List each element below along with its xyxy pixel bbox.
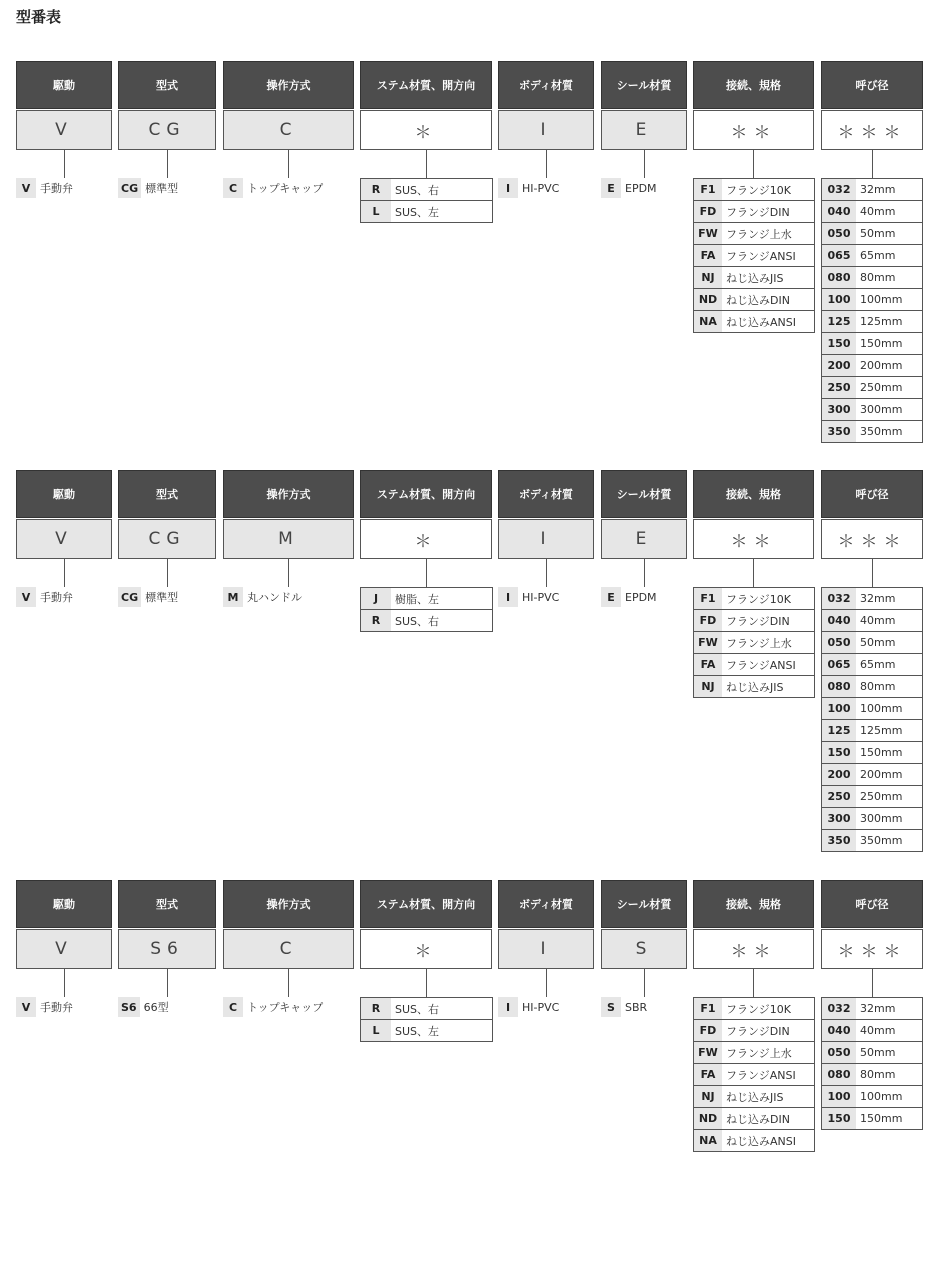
connection-option-row (694, 1064, 814, 1086)
option-label: 350mm (860, 834, 903, 847)
option-label: 樹脂、左 (395, 592, 439, 606)
connection-option-row (694, 1130, 814, 1152)
option-code: I (498, 178, 518, 198)
option-label: ねじ込みJIS (726, 680, 784, 694)
option-label: SUS、右 (395, 1002, 440, 1016)
option-code: 100 (822, 289, 856, 310)
connector-line (753, 969, 754, 997)
connection-option-row (694, 289, 814, 311)
size-option-row (822, 698, 922, 720)
column-header-size: 呼び径 (821, 880, 923, 928)
option-code: CG (118, 178, 141, 198)
option-code: V (16, 178, 36, 198)
size-option-row (822, 588, 922, 610)
option-label: SUS、左 (395, 1024, 440, 1038)
connection-option-row (694, 632, 814, 654)
connection-option-row (694, 267, 814, 289)
body-option (498, 587, 559, 607)
option-label: 標準型 (145, 182, 179, 195)
size-option-row (822, 245, 922, 267)
option-label: フランジ10K (726, 592, 791, 606)
stem-options-list (360, 997, 493, 1042)
option-code: 032 (822, 588, 856, 609)
code-cell-stem: ＊ (360, 110, 492, 150)
option-code: C (223, 178, 243, 198)
option-label: 250mm (860, 790, 903, 803)
option-label: SBR (625, 1000, 648, 1014)
option-code: FA (694, 245, 722, 266)
drive-option (16, 178, 73, 198)
body-option (498, 997, 559, 1017)
model-code-block (0, 470, 936, 870)
code-cell-size: ＊＊＊ (821, 929, 923, 969)
connection-options-list (693, 997, 815, 1152)
option-label: 40mm (860, 614, 896, 627)
size-option-row (822, 720, 922, 742)
option-code: 065 (822, 654, 856, 675)
option-label: 50mm (860, 1046, 896, 1059)
size-option-row (822, 676, 922, 698)
size-option-row (822, 179, 922, 201)
option-code: ND (694, 289, 722, 310)
connection-option-row (694, 311, 814, 333)
option-code: FW (694, 223, 722, 244)
seal-option (601, 178, 657, 198)
option-label: EPDM (625, 590, 657, 604)
option-label: 手動弁 (40, 182, 73, 195)
option-label: 50mm (860, 636, 896, 649)
option-code: V (16, 997, 36, 1017)
option-label: ねじ込みJIS (726, 271, 784, 285)
code-cell-connection: ＊＊ (693, 110, 814, 150)
column-header-body: ボディ材質 (498, 470, 594, 518)
option-code: 250 (822, 377, 856, 398)
option-label: 標準型 (145, 591, 179, 604)
code-cell-body: I (498, 929, 594, 969)
size-option-row (822, 1020, 922, 1042)
connector-line (167, 969, 168, 997)
stem-option-row (361, 201, 492, 223)
option-code: FW (694, 632, 722, 653)
connection-options-list (693, 178, 815, 333)
connection-option-row (694, 223, 814, 245)
option-code: 150 (822, 1108, 856, 1129)
operation-option (223, 178, 323, 198)
option-label: 手動弁 (40, 1001, 73, 1014)
option-code: NA (694, 1130, 722, 1151)
connection-options-list (693, 587, 815, 698)
option-code: 032 (822, 179, 856, 200)
option-label: HI-PVC (522, 590, 560, 604)
stem-option-row (361, 610, 492, 632)
code-cell-drive: V (16, 519, 112, 559)
connection-option-row (694, 245, 814, 267)
option-label: 100mm (860, 293, 903, 306)
connector-line (288, 969, 289, 997)
drive-option (16, 997, 73, 1017)
column-header-drive: 駆動 (16, 61, 112, 109)
code-cell-size: ＊＊＊ (821, 519, 923, 559)
option-label: SUS、左 (395, 205, 440, 219)
option-label: 150mm (860, 746, 903, 759)
connector-line (167, 150, 168, 178)
size-option-row (822, 808, 922, 830)
option-code: FD (694, 610, 722, 631)
connector-line (426, 969, 427, 997)
option-code: 200 (822, 355, 856, 376)
size-option-row (822, 223, 922, 245)
option-code: 065 (822, 245, 856, 266)
option-code: 100 (822, 1086, 856, 1107)
size-option-row (822, 1064, 922, 1086)
column-header-type: 型式 (118, 470, 216, 518)
stem-option-row (361, 588, 492, 610)
column-header-seal: シール材質 (601, 880, 687, 928)
size-option-row (822, 421, 922, 443)
option-code: 050 (822, 223, 856, 244)
option-code: L (361, 201, 391, 222)
option-code: E (601, 587, 621, 607)
code-cell-seal: S (601, 929, 687, 969)
size-option-row (822, 399, 922, 421)
option-code: R (361, 610, 391, 631)
column-header-stem: ステム材質、開方向 (360, 880, 492, 928)
connection-option-row (694, 1020, 814, 1042)
connection-option-row (694, 1042, 814, 1064)
option-code: 150 (822, 742, 856, 763)
size-option-row (822, 998, 922, 1020)
option-label: 125mm (860, 724, 903, 737)
size-option-row (822, 742, 922, 764)
column-header-drive: 駆動 (16, 470, 112, 518)
connection-option-row (694, 654, 814, 676)
option-label: フランジ10K (726, 1002, 791, 1016)
option-label: 125mm (860, 315, 903, 328)
option-code: 040 (822, 201, 856, 222)
option-code: 350 (822, 421, 856, 442)
body-option (498, 178, 559, 198)
code-cell-operation: M (223, 519, 354, 559)
option-label: 200mm (860, 359, 903, 372)
code-cell-drive: V (16, 110, 112, 150)
option-code: 080 (822, 676, 856, 697)
connector-line (872, 150, 873, 178)
option-label: フランジDIN (726, 1024, 790, 1038)
size-option-row (822, 267, 922, 289)
option-label: ねじ込みDIN (726, 293, 790, 307)
type-option (118, 997, 169, 1017)
column-header-body: ボディ材質 (498, 880, 594, 928)
option-code: 200 (822, 764, 856, 785)
option-label: 手動弁 (40, 591, 73, 604)
column-header-operation: 操作方式 (223, 61, 354, 109)
connector-line (167, 559, 168, 587)
column-header-stem: ステム材質、開方向 (360, 470, 492, 518)
option-code: FD (694, 201, 722, 222)
option-label: 150mm (860, 337, 903, 350)
connection-option-row (694, 998, 814, 1020)
size-option-row (822, 632, 922, 654)
option-label: フランジDIN (726, 614, 790, 628)
column-header-size: 呼び径 (821, 470, 923, 518)
option-code: F1 (694, 588, 722, 609)
size-option-row (822, 377, 922, 399)
code-cell-stem: ＊ (360, 519, 492, 559)
column-header-type: 型式 (118, 880, 216, 928)
option-label: HI-PVC (522, 181, 560, 195)
option-label: フランジ上水 (726, 227, 792, 241)
option-code: FW (694, 1042, 722, 1063)
option-code: 050 (822, 1042, 856, 1063)
connector-line (64, 150, 65, 178)
option-label: 40mm (860, 1024, 896, 1037)
option-code: 040 (822, 1020, 856, 1041)
option-label: フランジ上水 (726, 1046, 792, 1060)
size-options-list (821, 178, 923, 443)
type-option (118, 587, 178, 607)
size-option-row (822, 830, 922, 852)
column-header-seal: シール材質 (601, 61, 687, 109)
option-code: 350 (822, 830, 856, 851)
option-label: ねじ込みANSI (726, 315, 796, 329)
code-cell-operation: C (223, 110, 354, 150)
option-label: SUS、右 (395, 614, 440, 628)
connection-option-row (694, 1086, 814, 1108)
option-code: F1 (694, 998, 722, 1019)
connector-line (753, 150, 754, 178)
code-cell-type: S6 (118, 929, 216, 969)
size-option-row (822, 654, 922, 676)
column-header-operation: 操作方式 (223, 880, 354, 928)
option-label: 40mm (860, 205, 896, 218)
option-code: 032 (822, 998, 856, 1019)
connector-line (644, 969, 645, 997)
option-code: S (601, 997, 621, 1017)
connector-line (644, 559, 645, 587)
option-label: SUS、右 (395, 183, 440, 197)
column-header-connection: 接続、規格 (693, 470, 814, 518)
option-code: NJ (694, 1086, 722, 1107)
connection-option-row (694, 610, 814, 632)
option-label: 80mm (860, 271, 896, 284)
column-header-operation: 操作方式 (223, 470, 354, 518)
option-code: I (498, 587, 518, 607)
connector-line (753, 559, 754, 587)
connection-option-row (694, 1108, 814, 1130)
option-code: 125 (822, 311, 856, 332)
code-cell-operation: C (223, 929, 354, 969)
option-label: ねじ込みJIS (726, 1090, 784, 1104)
size-option-row (822, 289, 922, 311)
option-label: フランジANSI (726, 658, 796, 672)
option-label: 350mm (860, 425, 903, 438)
option-code: 100 (822, 698, 856, 719)
option-label: 32mm (860, 1002, 896, 1015)
size-option-row (822, 764, 922, 786)
connector-line (64, 969, 65, 997)
code-cell-seal: E (601, 519, 687, 559)
stem-option-row (361, 1020, 492, 1042)
column-header-type: 型式 (118, 61, 216, 109)
connector-line (546, 559, 547, 587)
column-header-connection: 接続、規格 (693, 61, 814, 109)
option-label: 200mm (860, 768, 903, 781)
connector-line (872, 559, 873, 587)
code-cell-seal: E (601, 110, 687, 150)
option-code: FA (694, 1064, 722, 1085)
stem-option-row (361, 179, 492, 201)
option-code: 125 (822, 720, 856, 741)
connection-option-row (694, 201, 814, 223)
option-code: 050 (822, 632, 856, 653)
option-code: S6 (118, 997, 140, 1017)
option-code: FD (694, 1020, 722, 1041)
option-label: 丸ハンドル (247, 591, 302, 604)
option-code: M (223, 587, 243, 607)
option-label: フランジ10K (726, 183, 791, 197)
column-header-size: 呼び径 (821, 61, 923, 109)
option-label: HI-PVC (522, 1000, 560, 1014)
option-code: NJ (694, 267, 722, 288)
option-code: 300 (822, 399, 856, 420)
option-label: 65mm (860, 249, 896, 262)
connector-line (546, 969, 547, 997)
size-option-row (822, 1086, 922, 1108)
option-label: 250mm (860, 381, 903, 394)
option-label: 300mm (860, 403, 903, 416)
option-label: 32mm (860, 183, 896, 196)
code-cell-stem: ＊ (360, 929, 492, 969)
option-code: F1 (694, 179, 722, 200)
option-code: NA (694, 311, 722, 332)
size-option-row (822, 201, 922, 223)
option-label: フランジANSI (726, 1068, 796, 1082)
size-options-list (821, 587, 923, 852)
option-label: フランジ上水 (726, 636, 792, 650)
option-code: J (361, 588, 391, 609)
option-label: 50mm (860, 227, 896, 240)
operation-option (223, 587, 302, 607)
connector-line (288, 150, 289, 178)
size-option-row (822, 355, 922, 377)
option-code: 080 (822, 267, 856, 288)
size-option-row (822, 333, 922, 355)
code-cell-drive: V (16, 929, 112, 969)
option-code: 250 (822, 786, 856, 807)
connector-line (546, 150, 547, 178)
option-code: I (498, 997, 518, 1017)
connection-option-row (694, 179, 814, 201)
column-header-body: ボディ材質 (498, 61, 594, 109)
option-label: ねじ込みANSI (726, 1134, 796, 1148)
code-cell-size: ＊＊＊ (821, 110, 923, 150)
option-code: 150 (822, 333, 856, 354)
size-options-list (821, 997, 923, 1130)
size-option-row (822, 311, 922, 333)
model-code-block (0, 61, 936, 461)
operation-option (223, 997, 323, 1017)
stem-option-row (361, 998, 492, 1020)
option-code: V (16, 587, 36, 607)
size-option-row (822, 1108, 922, 1130)
connector-line (288, 559, 289, 587)
option-code: ND (694, 1108, 722, 1129)
option-code: 080 (822, 1064, 856, 1085)
option-label: 100mm (860, 1090, 903, 1103)
type-option (118, 178, 178, 198)
column-header-connection: 接続、規格 (693, 880, 814, 928)
option-code: 040 (822, 610, 856, 631)
code-cell-body: I (498, 110, 594, 150)
column-header-drive: 駆動 (16, 880, 112, 928)
option-label: 80mm (860, 1068, 896, 1081)
code-cell-body: I (498, 519, 594, 559)
size-option-row (822, 1042, 922, 1064)
option-label: 65mm (860, 658, 896, 671)
option-code: C (223, 997, 243, 1017)
drive-option (16, 587, 73, 607)
column-header-seal: シール材質 (601, 470, 687, 518)
seal-option (601, 587, 657, 607)
connector-line (872, 969, 873, 997)
connector-line (426, 150, 427, 178)
page-title: 型番表 (16, 8, 62, 26)
model-code-block (0, 880, 936, 1280)
option-code: R (361, 998, 391, 1019)
connector-line (426, 559, 427, 587)
option-label: トップキャップ (247, 182, 324, 195)
option-label: 32mm (860, 592, 896, 605)
option-label: トップキャップ (247, 1001, 324, 1014)
option-label: フランジANSI (726, 249, 796, 263)
code-cell-type: CG (118, 519, 216, 559)
size-option-row (822, 786, 922, 808)
option-code: R (361, 179, 391, 200)
option-code: E (601, 178, 621, 198)
option-code: FA (694, 654, 722, 675)
option-label: 300mm (860, 812, 903, 825)
option-label: 80mm (860, 680, 896, 693)
code-cell-connection: ＊＊ (693, 929, 814, 969)
option-code: NJ (694, 676, 722, 697)
code-cell-type: CG (118, 110, 216, 150)
code-cell-connection: ＊＊ (693, 519, 814, 559)
connector-line (64, 559, 65, 587)
connection-option-row (694, 588, 814, 610)
option-code: L (361, 1020, 391, 1041)
column-header-stem: ステム材質、開方向 (360, 61, 492, 109)
option-label: 150mm (860, 1112, 903, 1125)
option-label: 100mm (860, 702, 903, 715)
seal-option (601, 997, 647, 1017)
size-option-row (822, 610, 922, 632)
option-label: フランジDIN (726, 205, 790, 219)
option-label: 66型 (143, 1001, 169, 1014)
connection-option-row (694, 676, 814, 698)
connector-line (644, 150, 645, 178)
option-code: CG (118, 587, 141, 607)
option-label: ねじ込みDIN (726, 1112, 790, 1126)
stem-options-list (360, 587, 493, 632)
option-code: 300 (822, 808, 856, 829)
stem-options-list (360, 178, 493, 223)
option-label: EPDM (625, 181, 657, 195)
